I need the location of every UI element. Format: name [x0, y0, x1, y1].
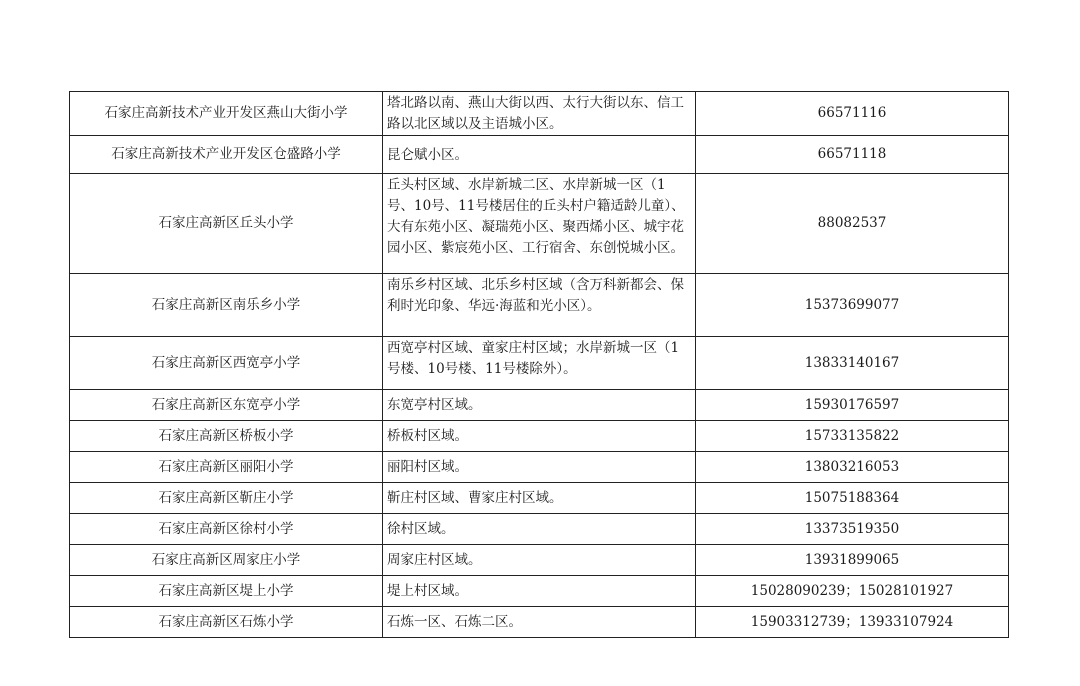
district-area-cell: 西宽亭村区域、童家庄村区域；水岸新城一区（1号楼、10号楼、11号楼除外）。	[383, 337, 696, 390]
district-area-cell: 堤上村区域。	[383, 576, 696, 607]
phone-cell: 13803216053	[696, 452, 1009, 483]
phone-cell: 66571118	[696, 136, 1009, 174]
school-name-cell: 石家庄高新技术产业开发区燕山大街小学	[70, 92, 383, 136]
school-name-cell: 石家庄高新区西宽亭小学	[70, 337, 383, 390]
table-row	[70, 576, 1009, 607]
phone-cell: 88082537	[696, 174, 1009, 274]
school-name-cell: 石家庄高新区徐村小学	[70, 514, 383, 545]
table-row	[70, 274, 1009, 337]
district-area-cell: 丽阳村区域。	[383, 452, 696, 483]
district-area-cell: 石炼一区、石炼二区。	[383, 607, 696, 638]
school-name-cell: 石家庄高新区靳庄小学	[70, 483, 383, 514]
school-name-cell: 石家庄高新技术产业开发区仓盛路小学	[70, 136, 383, 174]
phone-cell: 13373519350	[696, 514, 1009, 545]
phone-cell: 15903312739；13933107924	[696, 607, 1009, 638]
phone-cell: 13833140167	[696, 337, 1009, 390]
table-row	[70, 483, 1009, 514]
district-area-cell: 塔北路以南、燕山大街以西、太行大街以东、信工路以北区域以及主语城小区。	[383, 92, 696, 136]
table-row	[70, 545, 1009, 576]
phone-cell: 15373699077	[696, 274, 1009, 337]
school-name-cell: 石家庄高新区南乐乡小学	[70, 274, 383, 337]
school-name-cell: 石家庄高新区石炼小学	[70, 607, 383, 638]
phone-cell: 66571116	[696, 92, 1009, 136]
table-row	[70, 390, 1009, 421]
district-area-cell: 徐村区域。	[383, 514, 696, 545]
phone-cell: 15028090239；15028101927	[696, 576, 1009, 607]
school-name-cell: 石家庄高新区东宽亭小学	[70, 390, 383, 421]
district-area-cell: 东宽亭村区域。	[383, 390, 696, 421]
table-row	[70, 607, 1009, 638]
school-name-cell: 石家庄高新区丘头小学	[70, 174, 383, 274]
school-name-cell: 石家庄高新区桥板小学	[70, 421, 383, 452]
table-row	[70, 514, 1009, 545]
table-row	[70, 337, 1009, 390]
phone-cell: 15930176597	[696, 390, 1009, 421]
table-row	[70, 92, 1009, 136]
phone-cell: 13931899065	[696, 545, 1009, 576]
table-row	[70, 136, 1009, 174]
phone-cell: 15075188364	[696, 483, 1009, 514]
district-area-cell: 桥板村区域。	[383, 421, 696, 452]
school-name-cell: 石家庄高新区堤上小学	[70, 576, 383, 607]
district-area-cell: 靳庄村区域、曹家庄村区域。	[383, 483, 696, 514]
table-row	[70, 452, 1009, 483]
school-name-cell: 石家庄高新区周家庄小学	[70, 545, 383, 576]
district-area-cell: 南乐乡村区域、北乐乡村区域（含万科新都会、保利时光印象、华远·海蓝和光小区）。	[383, 274, 696, 337]
school-name-cell: 石家庄高新区丽阳小学	[70, 452, 383, 483]
phone-cell: 15733135822	[696, 421, 1009, 452]
district-area-cell: 丘头村区域、水岸新城二区、水岸新城一区（1号、10号、11号楼居住的丘头村户籍适龄儿童）、大有东苑小区、凝瑞苑小区、聚西烯小区、城宇花园小区、紫宸苑小区、工行宿舍、东创悦城小区。	[383, 174, 696, 274]
table-row	[70, 174, 1009, 274]
district-area-cell: 昆仑赋小区。	[383, 136, 696, 174]
district-area-cell: 周家庄村区域。	[383, 545, 696, 576]
school-district-table	[69, 91, 1009, 638]
table-row	[70, 421, 1009, 452]
